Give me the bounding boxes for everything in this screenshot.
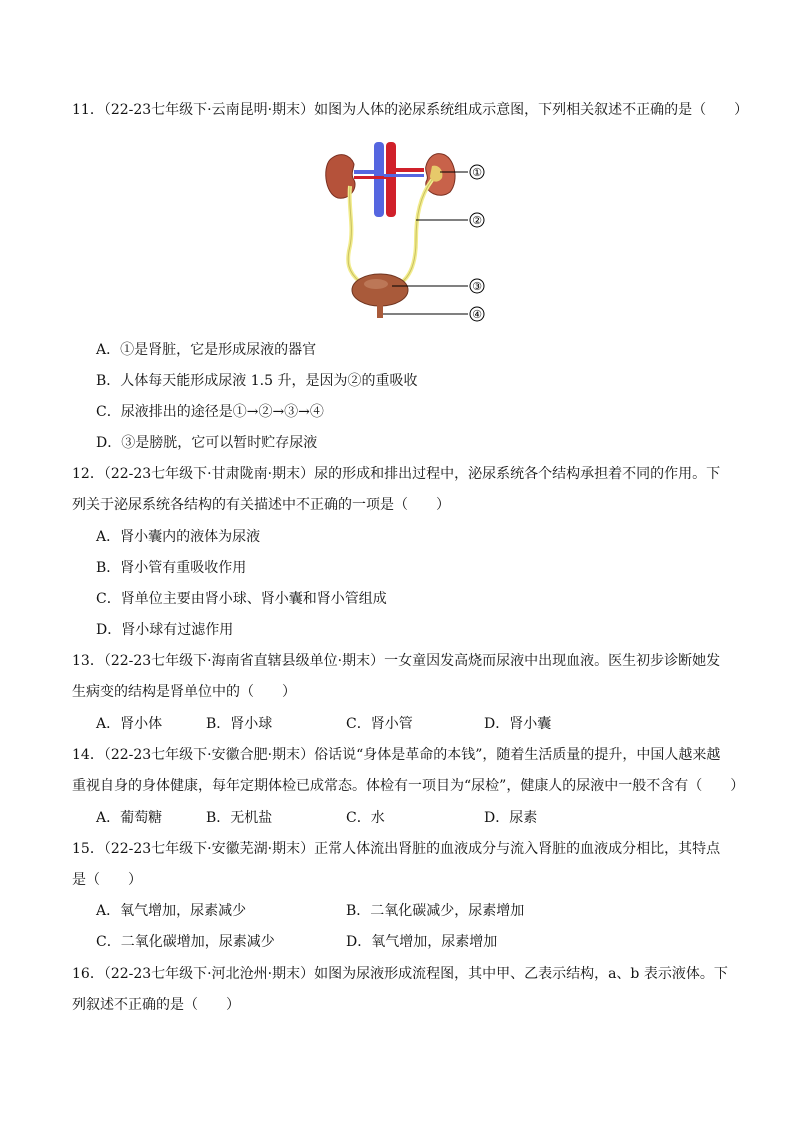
q15-stem-line-2: 是（ ） bbox=[72, 872, 142, 888]
urethra bbox=[377, 304, 383, 318]
q14-option-a[interactable]: A．葡萄糖 bbox=[96, 810, 163, 826]
right-renal-artery bbox=[396, 168, 424, 172]
q14-option-c[interactable]: C．水 bbox=[346, 810, 385, 826]
q16-stem-line-1: 16．（22-23七年级下·河北沧州·期末）如图为尿液形成流程图，其中甲、乙表示结构，a、b 表示液体。下 bbox=[72, 966, 728, 982]
q15-options-row-2 bbox=[96, 932, 716, 952]
q12-stem-line-1: 12．（22-23七年级下·甘肃陇南·期末）尿的形成和排出过程中，泌尿系统各个结构承担着不同的作用。下 bbox=[72, 466, 721, 482]
right-ureter bbox=[402, 180, 432, 282]
q16-stem-line-2: 列叙述不正确的是（ ） bbox=[72, 997, 240, 1013]
q12-option-c[interactable]: C．肾单位主要由肾小球、肾小囊和肾小管组成 bbox=[96, 591, 387, 607]
q11-option-d[interactable]: D．③是膀胱，它可以暂时贮存尿液 bbox=[96, 435, 318, 451]
marker-label-2: ② bbox=[472, 214, 482, 227]
q13-option-c[interactable]: C．肾小管 bbox=[346, 716, 413, 732]
vena-cava bbox=[374, 142, 384, 217]
q14-option-b[interactable]: B．无机盐 bbox=[206, 810, 273, 826]
aorta bbox=[386, 142, 396, 217]
q13-stem-line-1: 13．（22-23七年级下·海南省直辖县级单位·期末）一女童因发高烧而尿液中出现血液。医生初步诊断她发 bbox=[72, 653, 721, 669]
q14-option-d[interactable]: D．尿素 bbox=[484, 810, 538, 826]
bladder-highlight bbox=[364, 279, 388, 289]
q15-option-b[interactable]: B．二氧化碳减少，尿素增加 bbox=[346, 903, 525, 919]
q15-options-row-1 bbox=[96, 901, 716, 921]
marker-label-1: ① bbox=[472, 166, 482, 179]
urinary-system-figure bbox=[320, 136, 500, 326]
q12-option-d[interactable]: D．肾小球有过滤作用 bbox=[96, 622, 234, 638]
q14-stem-line-1: 14．（22-23七年级下·安徽合肥·期末）俗话说“身体是革命的本钱”，随着生活质量的提升，中国人越来越 bbox=[72, 747, 721, 763]
marker-label-3: ③ bbox=[472, 280, 482, 293]
q13-option-b[interactable]: B．肾小球 bbox=[206, 716, 273, 732]
q12-option-b[interactable]: B．肾小管有重吸收作用 bbox=[96, 560, 247, 576]
left-renal-vein bbox=[354, 170, 376, 174]
q12-stem-line-2: 列关于泌尿系统各结构的有关描述中不正确的一项是（ ） bbox=[72, 497, 450, 513]
marker-label-4: ④ bbox=[472, 308, 482, 321]
q13-option-d[interactable]: D．肾小囊 bbox=[484, 716, 552, 732]
urinary-system-diagram bbox=[320, 136, 500, 326]
bladder bbox=[352, 274, 408, 306]
q11-option-a[interactable]: A．①是肾脏，它是形成尿液的器官 bbox=[96, 342, 317, 358]
q15-option-d[interactable]: D．氧气增加，尿素增加 bbox=[346, 934, 498, 950]
q15-option-c[interactable]: C．二氧化碳增加，尿素减少 bbox=[96, 934, 275, 950]
q15-option-a[interactable]: A．氧气增加，尿素减少 bbox=[96, 903, 247, 919]
q11-stem: 11．（22-23七年级下·云南昆明·期末）如图为人体的泌尿系统组成示意图，下列相关叙述不正确的是（ ） bbox=[72, 102, 749, 118]
q11-option-c[interactable]: C．尿液排出的途径是①→②→③→④ bbox=[96, 404, 324, 420]
q11-option-b[interactable]: B．人体每天能形成尿液 1.5 升，是因为②的重吸收 bbox=[96, 373, 418, 389]
right-renal-vein bbox=[384, 174, 424, 177]
q13-stem-line-2: 生病变的结构是肾单位中的（ ） bbox=[72, 684, 296, 700]
q13-options-row bbox=[96, 714, 716, 734]
q12-option-a[interactable]: A．肾小囊内的液体为尿液 bbox=[96, 529, 261, 545]
q14-options-row bbox=[96, 808, 716, 828]
q13-option-a[interactable]: A．肾小体 bbox=[96, 716, 163, 732]
q14-stem-line-2: 重视自身的身体健康，每年定期体检已成常态。体检有一项目为“尿检”，健康人的尿液中一般不含有（ ） bbox=[72, 778, 745, 794]
left-renal-artery bbox=[354, 176, 388, 179]
q15-stem-line-1: 15．（22-23七年级下·安徽芜湖·期末）正常人体流出肾脏的血液成分与流入肾脏的血液成分相比，其特点 bbox=[72, 841, 721, 857]
